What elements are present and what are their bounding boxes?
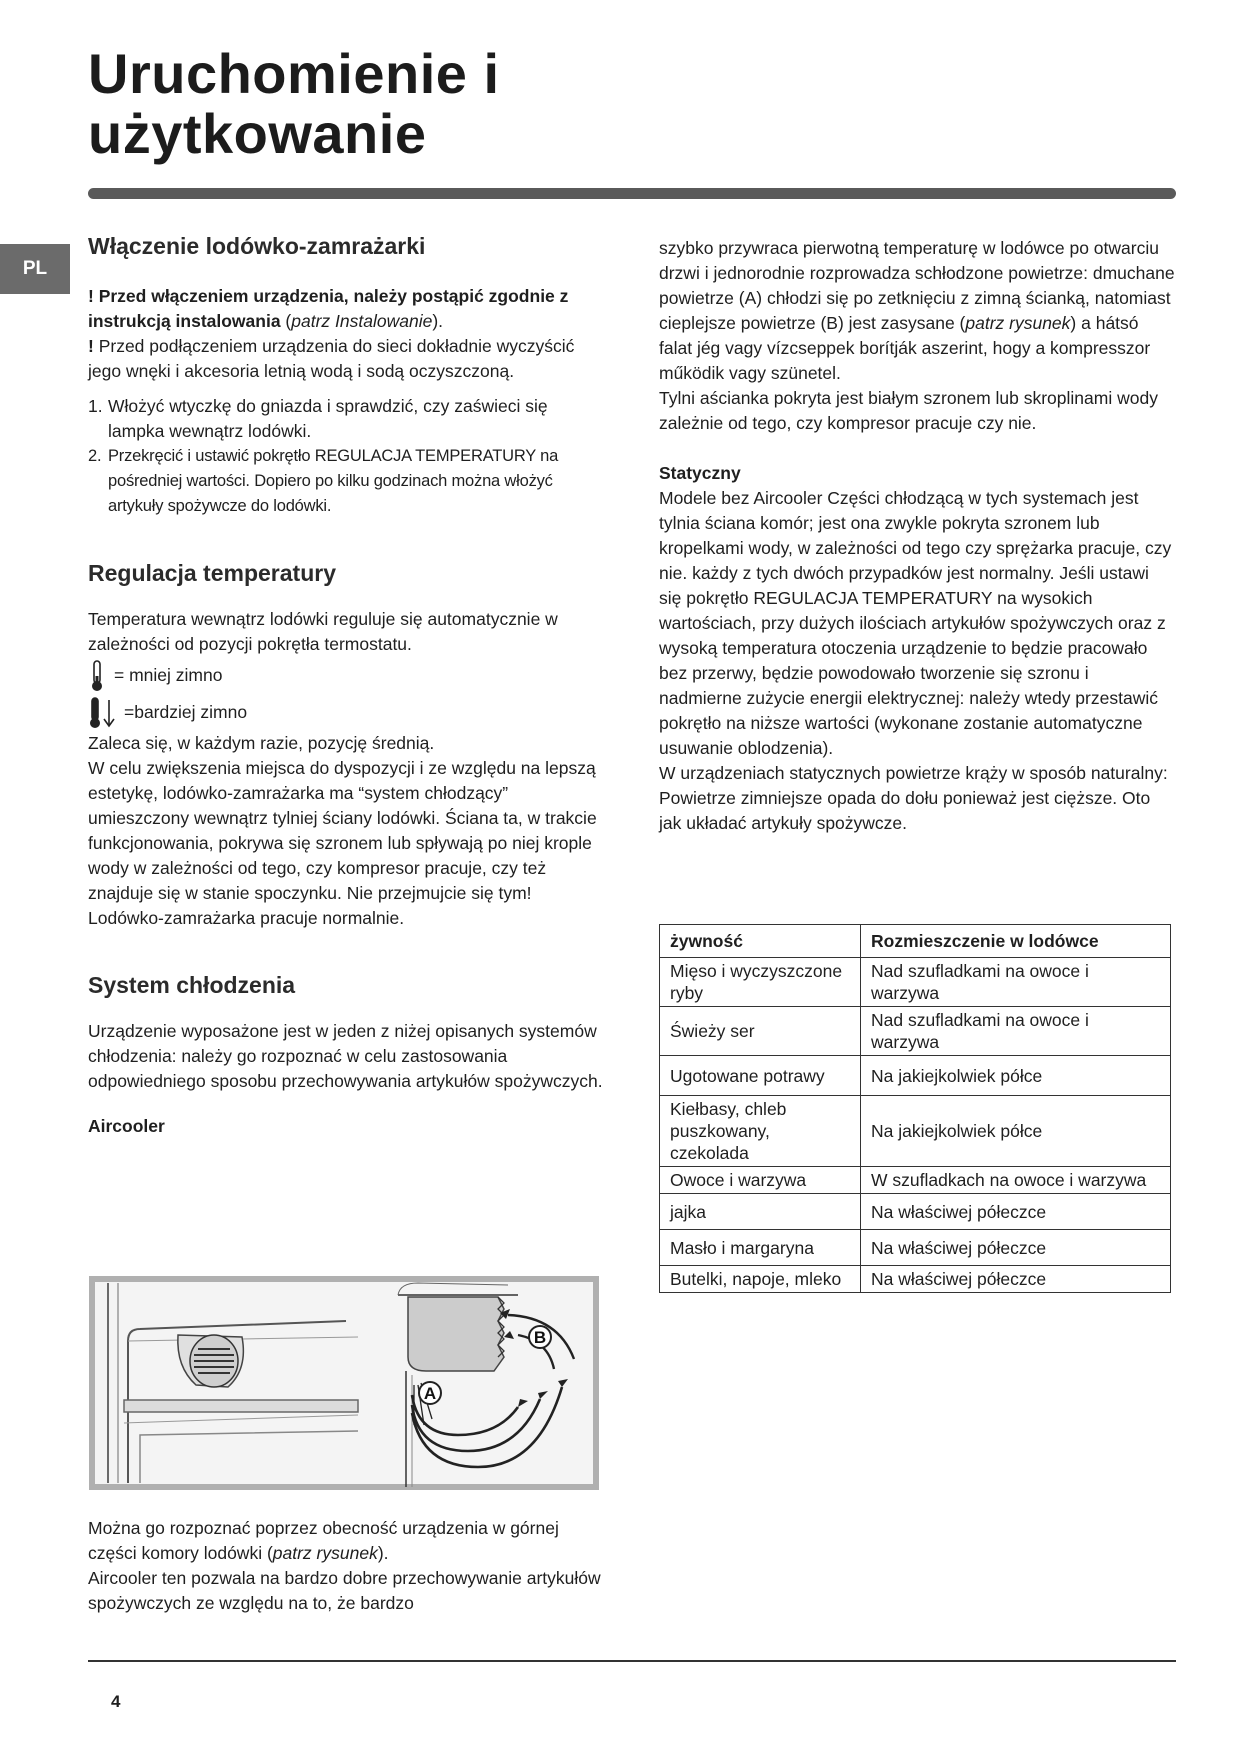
table-row: jajka Na właściwej półeczce bbox=[660, 1194, 1171, 1230]
installation-reference: patrz Instalowanie bbox=[291, 311, 433, 331]
left-column bbox=[88, 232, 608, 1139]
warning-installation: ! Przed włączeniem urządzenia, należy postąpić zgodnie z instrukcją instalowania (patrz Instalowanie). bbox=[88, 286, 569, 331]
thermometer-high-icon bbox=[88, 697, 118, 729]
back-wall-frost-text: Tylni aścianka pokryta jest białym szronem lub skroplinami wody zależnie od tego, czy kompresor pracuje czy nie. bbox=[659, 388, 1158, 433]
table-row: Masło i margaryna Na właściwej półeczce bbox=[660, 1230, 1171, 1266]
table-row: Butelki, napoje, mleko Na właściwej półeczce bbox=[660, 1266, 1171, 1293]
table-header-placement: Rozmieszczenie w lodówce bbox=[861, 925, 1171, 958]
section-heading-switch-on: Włączenie lodówko-zamrażarki bbox=[88, 233, 426, 259]
page-number: 4 bbox=[111, 1692, 121, 1711]
cooling-system-description: W celu zwiększenia miejsca do dyspozycji i ze względu na lepszą estetykę, lodówko-zamrażarka ma “system chłodzący” umieszczony wewnątrz tylniej ściany lodówki. Ściana ta, w trakcie funkcjonowania, pokrywa się szronem lub spływają po niej krople wody w zależności od tego, czy kompresor pracuje, czy też znajduje się w stanie spoczynku. Nie przejmujcie się tym! Lodówko-zamrażarka pracuje normalnie. bbox=[88, 758, 597, 928]
static-description: Modele bez Aircooler Części chłodzącą w tych systemach jest tylnia ściana komór; jest ona zwykle pokryta szronem lub kropelkami wody, w zależności od tego czy sprężarka pracuje, czy nie. każdy z tych dwóch przypadków jest normalny. Jeśli ustawi się pokrętło REGULACJA TEMPERATURY na wysokich wartościach, przy dużych ilościach artykułów spożywczych oraz z wysoką temperatura otoczenia urządzenie to będzie pracowało bez przerwy, będzie powodowało tworzenie się szronu i nadmierne zużycie energii elektrycznej: należy wtedy przestawić pokrętło na niższe wartości (wykonane zostanie automatyczne usuwanie oblodzenia). bbox=[659, 488, 1172, 758]
list-item: 2. Przekręcić i ustawić pokrętło REGULACJA TEMPERATURY na pośredniej wartości. Dopiero po kilku godzinach można włożyć artykuły spożywcze do lodówki. bbox=[88, 447, 559, 515]
recommendation-text: Zaleca się, w każdym razie, pozycję średnią. bbox=[88, 733, 435, 753]
less-cold-row bbox=[88, 657, 608, 694]
warning-exclamation-icon: ! bbox=[88, 336, 94, 356]
warning-cleaning bbox=[88, 334, 608, 384]
page-title bbox=[88, 44, 500, 164]
thermometer-low-icon bbox=[88, 660, 108, 692]
footer-divider bbox=[88, 1660, 1176, 1662]
language-tab: PL bbox=[0, 244, 70, 294]
temperature-intro: Temperatura wewnątrz lodówki reguluje się automatycznie w zależności od pozycji pokrętła termostatu. bbox=[88, 609, 558, 654]
table-row: Owoce i warzywa W szufladkach na owoce i warzywa bbox=[660, 1167, 1171, 1194]
right-column bbox=[659, 236, 1176, 836]
warning-exclamation-icon: ! bbox=[88, 286, 94, 306]
table-header-food: żywność bbox=[660, 925, 861, 958]
more-cold-label: =bardziej zimno bbox=[124, 702, 248, 722]
less-cold-label: = mniej zimno bbox=[114, 665, 223, 685]
subheading-static: Statyczny bbox=[659, 463, 741, 483]
figure-label-b: B bbox=[533, 1328, 547, 1347]
warning-cleaning-text: Przed podłączeniem urządzenia do sieci dokładnie wyczyścić jego wnęki i akcesoria letnią wodą i sodą oczyszczoną. bbox=[88, 336, 575, 381]
static-air-circulation: W urządzeniach statycznych powietrze krąży w sposób naturalny: Powietrze zimniejsze opada do dołu ponieważ jest cięższe. Oto jak układać artykuły spożywcze. bbox=[659, 763, 1168, 833]
list-item: 1. Włożyć wtyczkę do gniazda i sprawdzić, czy zaświeci się lampka wewnątrz lodówki. bbox=[88, 396, 548, 441]
table-row: Świeży ser Nad szufladkami na owoce i warzywa bbox=[660, 1007, 1171, 1056]
figure-label-a: A bbox=[423, 1384, 437, 1403]
table-header-row bbox=[660, 925, 1171, 958]
figure-reference: patrz rysunek bbox=[272, 1543, 378, 1563]
section-heading-temperature: Regulacja temperatury bbox=[88, 560, 336, 586]
section-heading-cooling-system: System chłodzenia bbox=[88, 972, 296, 998]
table-row: Ugotowane potrawy Na jakiejkolwiek półce bbox=[660, 1056, 1171, 1096]
title-divider-bar bbox=[88, 188, 1176, 199]
startup-steps bbox=[88, 394, 608, 519]
subheading-aircooler: Aircooler bbox=[88, 1116, 165, 1136]
warning-installation-text: Przed włączeniem urządzenia, należy postąpić zgodnie z instrukcją instalowania bbox=[88, 286, 569, 331]
aircooler-figure bbox=[88, 1275, 600, 1491]
table-row: Kiełbasy, chleb puszkowany, czekolada Na jakiejkolwiek półce bbox=[660, 1096, 1171, 1167]
table-row: Mięso i wyczyszczone ryby Nad szufladkami na owoce i warzywa bbox=[660, 958, 1171, 1007]
more-cold-row bbox=[88, 694, 608, 731]
page-title-line1: Uruchomienie i bbox=[88, 42, 500, 105]
figure-reference: patrz rysunek bbox=[965, 313, 1071, 333]
aircooler-continued: szybko przywraca pierwotną temperaturę w lodówce po otwarciu drzwi i jednorodnie rozprowadza schłodzone powietrze: dmuchane powietrze (A) chłodzi się po zetknięciu z zimną ścianką, natomiast cieplejsze powietrze (B) jest zasysane (patrz rysunek) a hátsó falat jég vagy vízcseppek borítják aszerint, hogy a kompresszor működik vagy szünetel. bbox=[659, 238, 1175, 383]
aircooler-description: Można go rozpoznać poprzez obecność urządzenia w górnej części komory lodówki (patrz rysunek). Aircooler ten pozwala na bardzo dobre przechowywanie artykułów spożywczych ze względu na to, że bardzo bbox=[88, 1518, 601, 1613]
food-placement-table bbox=[659, 924, 1171, 1293]
cooling-system-intro: Urządzenie wyposażone jest w jeden z niżej opisanych systemów chłodzenia: należy go rozpoznać w celu zastosowania odpowiedniego sposobu przechowywania artykułów spożywczych. bbox=[88, 1021, 603, 1091]
page-title-line2: użytkowanie bbox=[88, 102, 427, 165]
